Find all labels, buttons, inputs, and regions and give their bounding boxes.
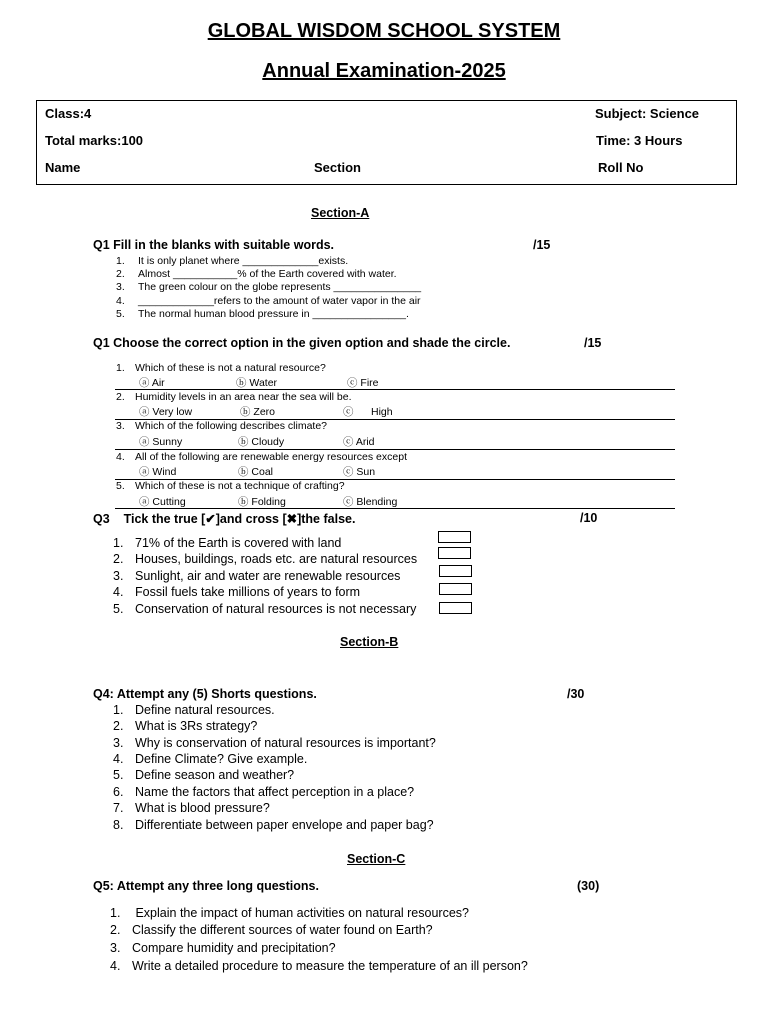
mcq-option-b[interactable]: ⓑ Cloudy [238, 436, 285, 448]
mcq-question: 3. Which of the following describes climate? [116, 420, 328, 432]
q4-item: 6. Name the factors that affect perception in a place? [113, 785, 415, 799]
q1-item: 4. _____________refers to the amount of water vapor in the air [116, 295, 421, 307]
mcq-heading: Q1 Choose the correct option in the given option and shade the circle. [93, 336, 511, 350]
roll-no-label: Roll No [598, 160, 644, 175]
tick-box[interactable] [439, 583, 472, 595]
class-label: Class:4 [45, 106, 92, 121]
mcq-option-b[interactable]: ⓑ Coal [238, 466, 274, 478]
divider [115, 449, 675, 450]
q4-marks: /30 [567, 687, 585, 701]
q4-item: 2. What is 3Rs strategy? [113, 719, 258, 733]
mcq-marks: /15 [584, 336, 602, 350]
mcq-option-a[interactable]: ⓐ Air [139, 377, 165, 389]
exam-title: Annual Examination-2025 [262, 60, 506, 82]
q3-item: 1. 71% of the Earth is covered with land [113, 536, 342, 550]
mcq-option-b[interactable]: ⓑ Water [236, 377, 278, 389]
mcq-option-a[interactable]: ⓐ Cutting [139, 496, 186, 508]
q1-item: 1. It is only planet where _____________exists. [116, 255, 349, 267]
tick-box[interactable] [438, 547, 471, 559]
q3-heading: Q3 Tick the true [✔]and cross [✖]the false. [93, 512, 356, 526]
q5-item: 4. Write a detailed procedure to measure the temperature of an ill person? [110, 959, 528, 973]
mcq-option-c[interactable]: ⓒ Blending [343, 496, 398, 508]
mcq-question: 5. Which of these is not a technique of crafting? [116, 480, 345, 492]
q5-heading: Q5: Attempt any three long questions. [93, 879, 319, 893]
q1-item: 3. The green colour on the globe represents _______________ [116, 281, 422, 293]
mcq-option-c[interactable]: ⓒ Sun [343, 466, 376, 478]
q3-item: 2. Houses, buildings, roads etc. are natural resources [113, 552, 418, 566]
time-label: Time: 3 Hours [596, 133, 683, 148]
q4-heading: Q4: Attempt any (5) Shorts questions. [93, 687, 317, 701]
q5-item: 2. Classify the different sources of water found on Earth? [110, 923, 433, 937]
q1-item: 2. Almost ___________% of the Earth covered with water. [116, 268, 397, 280]
mcq-option-c[interactable]: ⓒ Arid [343, 436, 375, 448]
school-name: GLOBAL WISDOM SCHOOL SYSTEM [207, 20, 561, 42]
q1-heading: Q1 Fill in the blanks with suitable words. [93, 238, 335, 252]
section-c-title: Section-C [347, 852, 406, 866]
q5-marks: (30) [577, 879, 600, 893]
info-box [36, 100, 737, 185]
q1-marks: /15 [533, 238, 551, 252]
mcq-option-c[interactable]: ⓒ Fire [347, 377, 379, 389]
name-label: Name [45, 160, 81, 175]
q3-item: 5. Conservation of natural resources is not necessary [113, 602, 417, 616]
q4-item: 4. Define Climate? Give example. [113, 752, 308, 766]
mcq-question: 2. Humidity levels in an area near the sea will be. [116, 391, 352, 403]
q4-item: 8. Differentiate between paper envelope and paper bag? [113, 818, 434, 832]
section-a-title: Section-A [311, 206, 370, 220]
section-label: Section [314, 160, 361, 175]
mcq-option-a[interactable]: ⓐ Very low [139, 406, 193, 418]
mcq-question: 4. All of the following are renewable energy resources except [116, 451, 407, 463]
q4-item: 5. Define season and weather? [113, 768, 295, 782]
q4-item: 1. Define natural resources. [113, 703, 275, 717]
mcq-question: 1. Which of these is not a natural resource? [116, 362, 326, 374]
tick-box[interactable] [439, 565, 472, 577]
total-marks-label: Total marks:100 [45, 133, 144, 148]
q5-item: 1. Explain the impact of human activities on natural resources? [110, 906, 469, 920]
q4-item: 3. Why is conservation of natural resources is important? [113, 736, 436, 750]
mcq-option-b[interactable]: ⓑ Folding [238, 496, 286, 508]
q3-item: 3. Sunlight, air and water are renewable resources [113, 569, 401, 583]
mcq-option-a[interactable]: ⓐ Sunny [139, 436, 183, 448]
q1-item: 5. The normal human blood pressure in ________________. [116, 308, 409, 320]
section-b-title: Section-B [340, 635, 399, 649]
divider [115, 508, 675, 509]
mcq-option-a[interactable]: ⓐ Wind [139, 466, 177, 478]
mcq-option-b[interactable]: ⓑ Zero [240, 406, 276, 418]
q4-item: 7. What is blood pressure? [113, 801, 270, 815]
q3-marks: /10 [580, 511, 598, 525]
divider [115, 389, 675, 390]
subject-label: Subject: Science [595, 106, 700, 121]
q3-item: 4. Fossil fuels take millions of years to form [113, 585, 361, 599]
tick-box[interactable] [439, 602, 472, 614]
tick-box[interactable] [438, 531, 471, 543]
mcq-option-c[interactable]: ⓒ High [343, 406, 393, 418]
q5-item: 3. Compare humidity and precipitation? [110, 941, 336, 955]
